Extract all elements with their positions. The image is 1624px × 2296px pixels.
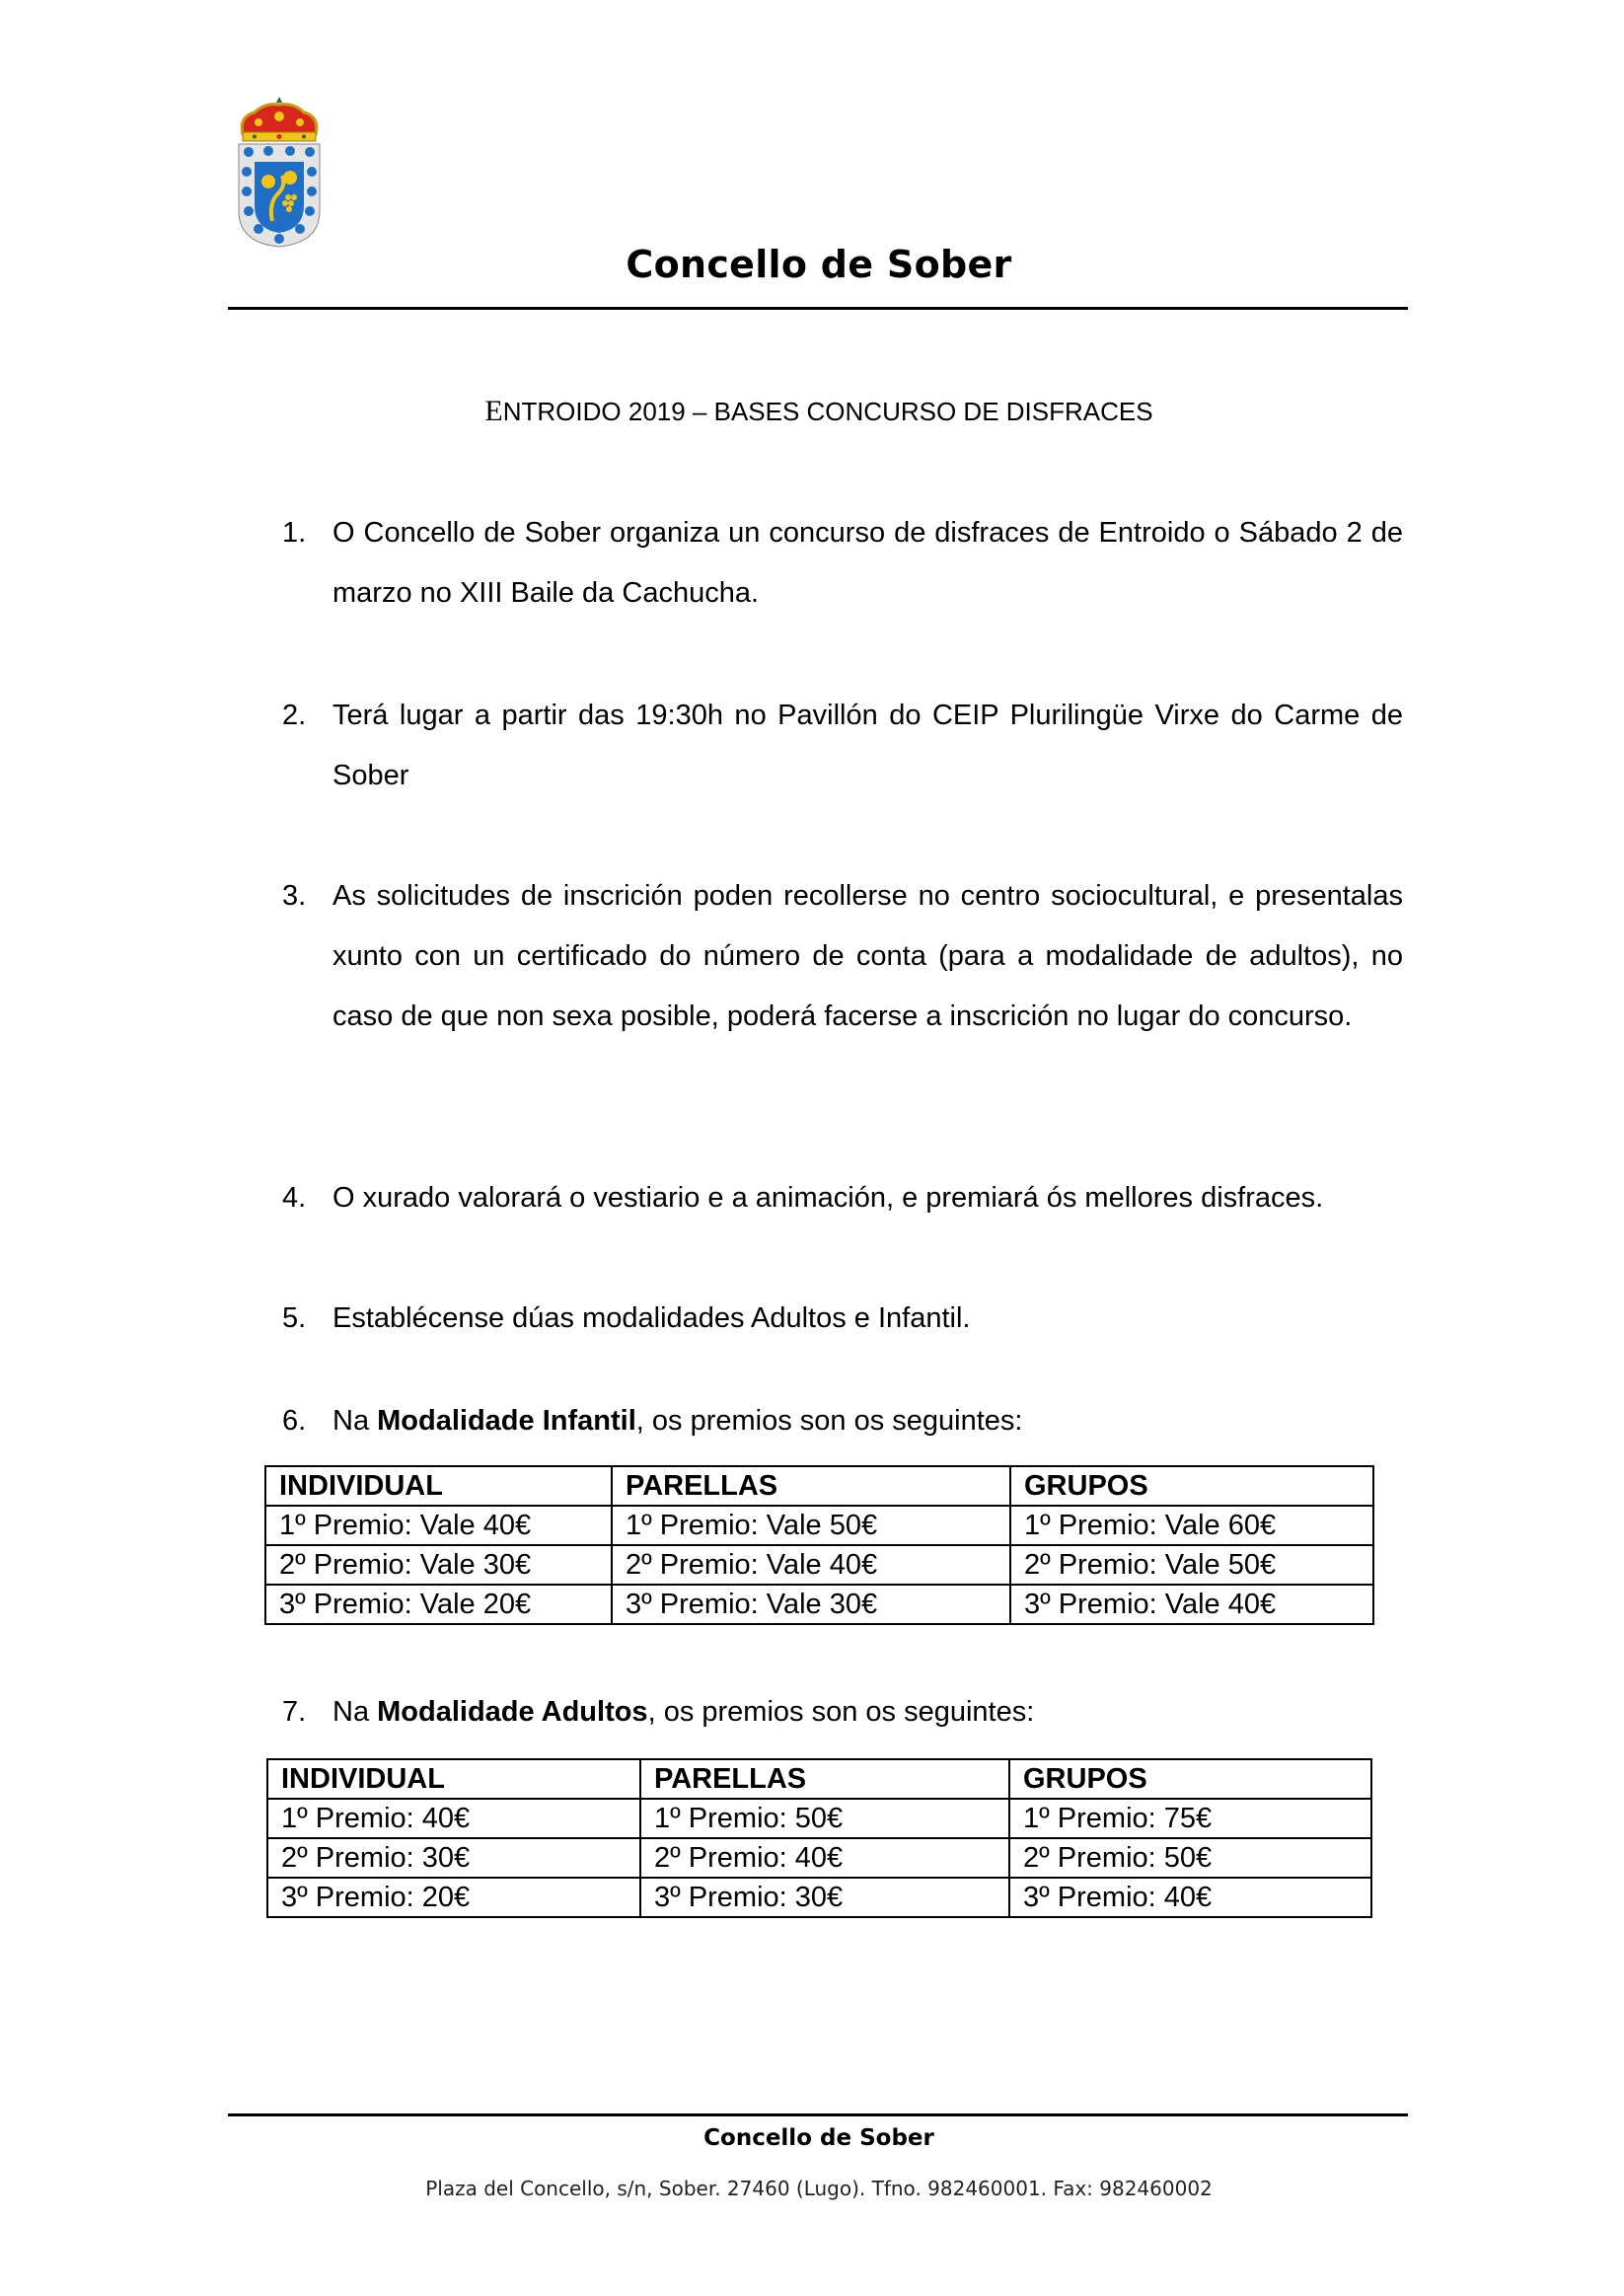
item-text: Terá lugar a partir das 19:30h no Pavillón do CEIP Plurilingüe Virxe do Carme de Sober bbox=[332, 700, 1403, 791]
list-item bbox=[282, 686, 1403, 806]
table-cell: 2º Premio: Vale 40€ bbox=[612, 1545, 1010, 1585]
item-text: O xurado valorará o vestiario e a animación, e premiará ós mellores disfraces. bbox=[332, 1182, 1324, 1214]
list-item bbox=[282, 1289, 1403, 1349]
table-header-row bbox=[267, 1759, 1371, 1799]
table-cell: 1º Premio: Vale 50€ bbox=[612, 1506, 1010, 1545]
table-row bbox=[267, 1838, 1371, 1878]
footer-divider bbox=[228, 2113, 1408, 2116]
item-prefix: Na bbox=[332, 1405, 378, 1437]
table-cell: 3º Premio: Vale 30€ bbox=[612, 1585, 1010, 1624]
table-row bbox=[265, 1506, 1373, 1545]
header-title: Concello de Sober bbox=[626, 243, 1012, 286]
header-divider bbox=[228, 307, 1408, 310]
table-header: INDIVIDUAL bbox=[265, 1466, 612, 1506]
table-header: INDIVIDUAL bbox=[267, 1759, 640, 1799]
footer-address: Plaza del Concello, s/n, Sober. 27460 (Lugo). Tfno. 982460001. Fax: 982460002 bbox=[425, 2177, 1213, 2200]
document-title bbox=[0, 395, 1624, 428]
table-cell: 1º Premio: 75€ bbox=[1009, 1799, 1371, 1838]
table-header: PARELLAS bbox=[612, 1466, 1010, 1506]
table-cell: 3º Premio: 20€ bbox=[267, 1878, 640, 1917]
item-bold: Modalidade Adultos bbox=[377, 1696, 648, 1728]
table-cell: 2º Premio: 30€ bbox=[267, 1838, 640, 1878]
list-item bbox=[282, 1682, 1403, 1742]
item-text: Establécense dúas modalidades Adultos e Infantil. bbox=[332, 1302, 971, 1334]
table-header-row bbox=[265, 1466, 1373, 1506]
adultos-prize-table bbox=[266, 1758, 1372, 1918]
table-cell: 2º Premio: Vale 50€ bbox=[1010, 1545, 1373, 1585]
item-prefix: Na bbox=[332, 1696, 378, 1728]
list-item bbox=[282, 503, 1403, 624]
item-text: As solicitudes de inscrición poden recollerse no centro sociocultural, e presentalas xunto con un certificado do número de conta (para a modalidade de adultos), no caso de que non sexa posible, poderá facerse a inscrición no lugar do concurso. bbox=[332, 880, 1403, 1032]
table-cell: 1º Premio: 50€ bbox=[640, 1799, 1009, 1838]
table-cell: 3º Premio: Vale 20€ bbox=[265, 1585, 612, 1624]
item-suffix: , os premios son os seguintes: bbox=[647, 1696, 1035, 1728]
list-item bbox=[282, 1391, 1403, 1451]
item-text bbox=[332, 1682, 1403, 1742]
table-row bbox=[267, 1799, 1371, 1838]
title-rest: NTROIDO 2019 – BASES CONCURSO DE DISFRACES bbox=[502, 397, 1153, 426]
item-text bbox=[332, 1391, 1403, 1451]
item-number: 5. bbox=[282, 1302, 307, 1334]
item-text: O Concello de Sober organiza un concurso de disfraces de Entroido o Sábado 2 de marzo no XIII Baile da Cachucha. bbox=[332, 517, 1403, 609]
table-cell: 3º Premio: 40€ bbox=[1009, 1878, 1371, 1917]
list-item bbox=[282, 866, 1403, 1047]
table-cell: 1º Premio: Vale 40€ bbox=[265, 1506, 612, 1545]
table-cell: 2º Premio: 50€ bbox=[1009, 1838, 1371, 1878]
table-row bbox=[267, 1878, 1371, 1917]
item-number: 6. bbox=[282, 1405, 307, 1437]
table-cell: 3º Premio: 30€ bbox=[640, 1878, 1009, 1917]
table-cell: 1º Premio: 40€ bbox=[267, 1799, 640, 1838]
infantil-prize-table bbox=[264, 1465, 1374, 1625]
table-cell: 2º Premio: Vale 30€ bbox=[265, 1545, 612, 1585]
item-number: 4. bbox=[282, 1182, 307, 1214]
table-row bbox=[265, 1545, 1373, 1585]
item-number: 7. bbox=[282, 1696, 307, 1728]
table-row bbox=[265, 1585, 1373, 1624]
item-bold: Modalidade Infantil bbox=[377, 1405, 636, 1437]
table-header: PARELLAS bbox=[640, 1759, 1009, 1799]
item-number: 1. bbox=[282, 517, 307, 549]
table-header: GRUPOS bbox=[1010, 1466, 1373, 1506]
table-header: GRUPOS bbox=[1009, 1759, 1371, 1799]
footer-title: Concello de Sober bbox=[703, 2125, 934, 2151]
table-cell: 2º Premio: 40€ bbox=[640, 1838, 1009, 1878]
item-suffix: , os premios son os seguintes: bbox=[635, 1405, 1023, 1437]
item-number: 2. bbox=[282, 700, 307, 731]
table-cell: 3º Premio: Vale 40€ bbox=[1010, 1585, 1373, 1624]
title-initial: E bbox=[484, 395, 503, 427]
list-item bbox=[282, 1168, 1403, 1228]
table-cell: 1º Premio: Vale 60€ bbox=[1010, 1506, 1373, 1545]
coat-of-arms-icon bbox=[235, 95, 324, 249]
item-number: 3. bbox=[282, 880, 307, 912]
